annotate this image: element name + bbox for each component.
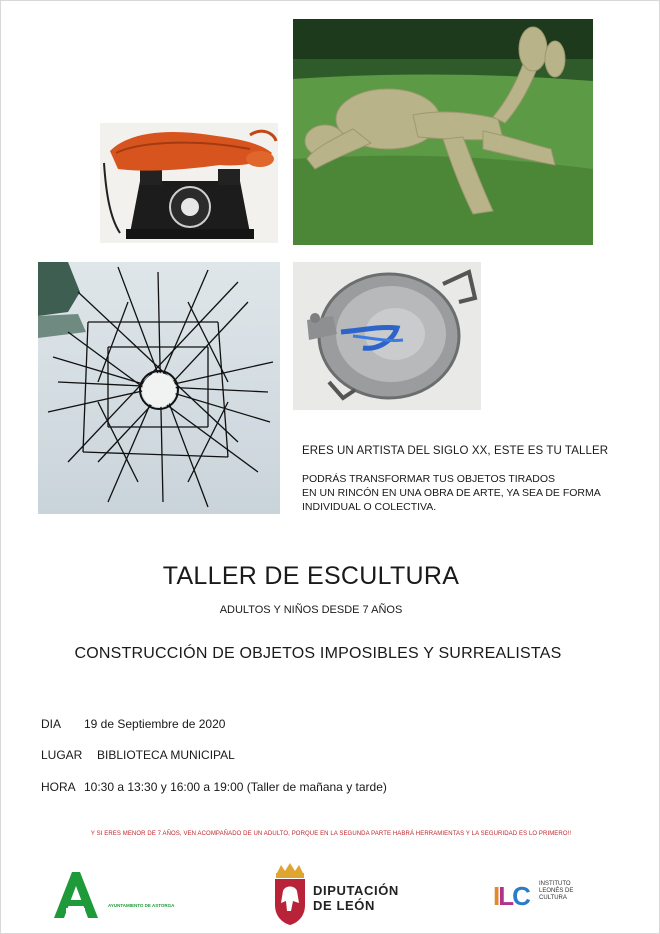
ilc-mark: ILC (493, 881, 529, 911)
colander-pan-photo (293, 262, 481, 410)
instituto-leones-cultura-logo (491, 875, 581, 919)
astorga-logo-text: AYUNTAMIENTO DE ASTORGA (108, 903, 175, 908)
detail-day (41, 717, 225, 731)
place-value: BIBLIOTECA MUNICIPAL (97, 748, 235, 762)
diputacion-line2: DE LEÓN (313, 898, 375, 913)
ilc-line2: LEONÉS DE (539, 888, 574, 894)
diputacion-line1: DIPUTACIÓN (313, 883, 399, 898)
audience-subtitle: ADULTOS Y NIÑOS DESDE 7 AÑOS (219, 604, 403, 616)
detail-place (41, 748, 235, 762)
lobster-telephone-photo (100, 123, 278, 243)
description-line: PODRÁS TRANSFORMAR TUS OBJETOS TIRADOS (302, 473, 556, 485)
safety-note: Y SI ERES MENOR DE 7 AÑOS, VEN ACOMPAÑADO DE UN ADULTO, PORQUE EN LA SEGUNDA PARTE HABRÁ HERRAMIENTAS Y LA SEGURIDAD ES LO PRIMERO!! (90, 831, 572, 837)
ilc-line3: CULTURA (539, 895, 567, 901)
day-label: DIA (41, 717, 62, 731)
stick-sculpture-photo (38, 262, 280, 514)
day-value: 19 de Septiembre de 2020 (84, 717, 226, 731)
place-label: LUGAR (41, 748, 83, 762)
grass-sculpture-photo (293, 19, 593, 245)
description-line: INDIVIDUAL O COLECTIVA. (302, 501, 437, 513)
time-value: 10:30 a 13:30 y 16:00 a 19:00 (Taller de mañana y tarde) (84, 780, 387, 794)
time-label: HORA (41, 780, 76, 794)
detail-time (41, 780, 387, 794)
page-title: TALLER DE ESCULTURA (162, 562, 460, 590)
description-line: EN UN RINCÓN EN UNA OBRA DE ARTE, YA SEA DE FORMA (302, 487, 601, 499)
ilc-text (539, 881, 573, 902)
diputacion-logo (271, 861, 411, 927)
astorga-logo (50, 870, 200, 920)
tagline: ERES UN ARTISTA DEL SIGLO XX, ESTE ES TU TALLER (302, 445, 609, 457)
ilc-line1: INSTITUTO (539, 881, 571, 887)
workshop-heading: CONSTRUCCIÓN DE OBJETOS IMPOSIBLES Y SURREALISTAS (74, 645, 562, 662)
